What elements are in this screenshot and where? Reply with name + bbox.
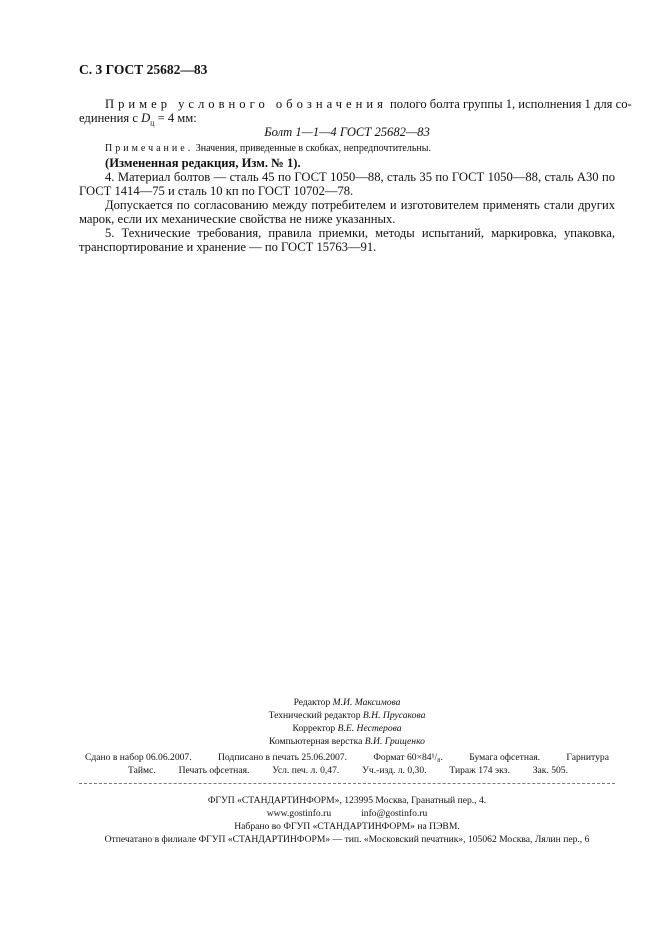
symbol-d: D [141, 111, 151, 125]
p5-line-1: 5. Технические требования, правила приемки, методы испытаний, маркировка, упаковка, [105, 226, 615, 240]
website-link: www.gostinfo.ru [266, 808, 332, 819]
allow-line-2: марок, если их механические свойства не ниже указанных. [79, 212, 396, 226]
example-text: полого болта группы 1, исполнения 1 для со- [390, 97, 632, 111]
imprint-item: Таймс. [128, 765, 156, 776]
example-line-1 [79, 97, 632, 111]
publisher-contacts [79, 808, 615, 820]
credit-corrector [79, 723, 615, 735]
note-label: Примечание. [105, 143, 194, 154]
designation: Болт 1—1—4 ГОСТ 25682—83 [264, 125, 430, 139]
divider [79, 783, 615, 784]
publisher-printed: Отпечатано в филиале ФГУП «СТАНДАРТИНФОРМ» — тип. «Московский печатник», 105062 Москва, Лялин пер., 6 [104, 834, 590, 845]
credit-layout [79, 736, 615, 748]
imprint-item: Бумага офсетная. [469, 752, 541, 763]
example-text-post: = 4 мм: [154, 111, 197, 125]
imprint-item: Тираж 174 экз. [449, 765, 510, 776]
credit-editor [79, 697, 615, 709]
p5-line-2: транспортирование и хранение — по ГОСТ 15763—91. [79, 240, 377, 254]
amendment: (Измененная редакция, Изм. № 1). [105, 156, 301, 170]
publisher-typeset: Набрано во ФГУП «СТАНДАРТИНФОРМ» на ПЭВМ. [234, 821, 460, 832]
example-term: Пример условного обозначения [105, 97, 387, 111]
credit-name: М.И. Максимова [332, 697, 401, 708]
credit-role: Технический редактор [268, 710, 361, 721]
credit-role: Корректор [292, 723, 336, 734]
imprint-item: Сдано в набор 06.06.2007. [85, 752, 192, 763]
imprint-item: Формат 60×84¹/₈. [373, 752, 443, 763]
page-header: С. 3 ГОСТ 25682—83 [79, 62, 208, 77]
email-link: info@gostinfo.ru [361, 808, 428, 819]
imprint-item: Гарнитура [566, 752, 609, 763]
credit-tech-editor [79, 710, 615, 722]
credit-role: Редактор [293, 697, 331, 708]
p4-line-1: 4. Материал болтов — сталь 45 по ГОСТ 1050—88, сталь 35 по ГОСТ 1050—88, сталь А30 по [105, 170, 615, 184]
imprint-item: Уч.-изд. л. 0,30. [362, 765, 427, 776]
imprint-item: Подписано в печать 25.06.2007. [217, 752, 347, 763]
imprint-line-1 [85, 752, 609, 764]
imprint-item: Зак. 505. [532, 765, 568, 776]
note-text: Значения, приведенные в скобках, непредпочтительны. [195, 143, 431, 154]
imprint-line-2 [128, 765, 568, 777]
publisher-address: ФГУП «СТАНДАРТИНФОРМ», 123995 Москва, Гранатный пер., 4. [207, 795, 487, 806]
imprint-item: Усл. печ. л. 0,47. [272, 765, 340, 776]
example-text-pre: единения с [79, 111, 142, 125]
credit-name: В.И. Грищенко [364, 736, 425, 747]
imprint-item: Печать офсетная. [178, 765, 250, 776]
credit-name: В.Е. Нестерова [337, 723, 402, 734]
credit-role: Компьютерная верстка [269, 736, 363, 747]
p4-line-2: ГОСТ 1414—75 и сталь 10 кп по ГОСТ 10702—78. [79, 184, 354, 198]
symbol-sub: ц [150, 118, 155, 128]
note [79, 142, 615, 156]
allow-line-1: Допускается по согласованию между потребителем и изготовителем применять стали других [105, 198, 615, 212]
credit-name: В.Н. Прусакова [362, 710, 426, 721]
